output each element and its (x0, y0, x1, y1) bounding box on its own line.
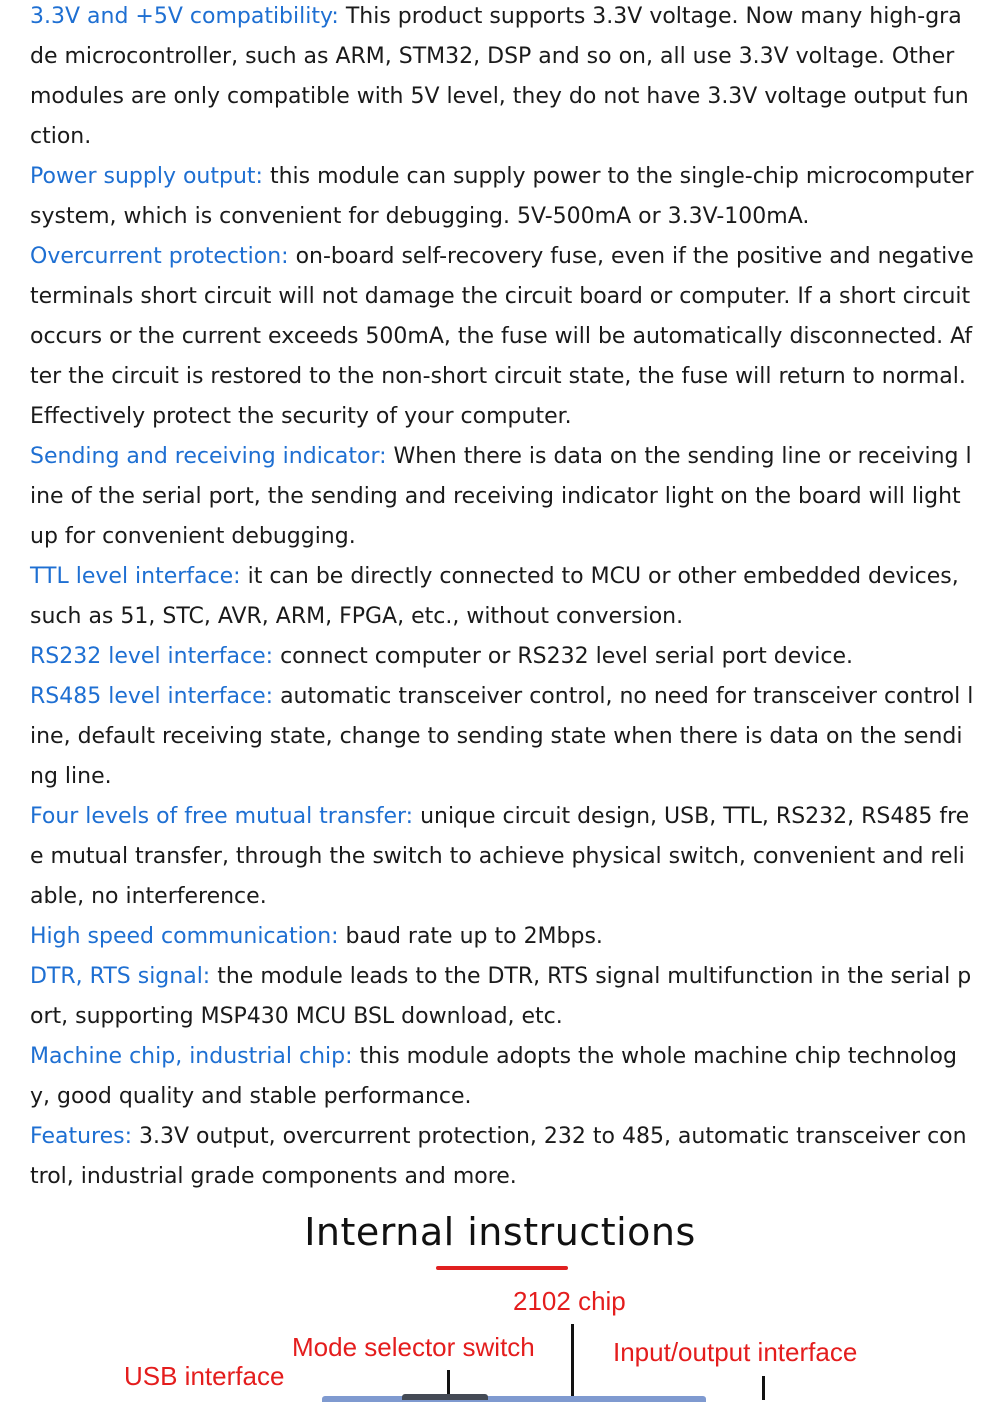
paragraph-features (30, 1117, 975, 1197)
feature-text: When there is data on the sending line or receiving line of the serial port, the sending and receiving indicator light on the board will light up for convenient debugging. (30, 444, 972, 549)
callout-line-io-interface (762, 1376, 765, 1400)
paragraph-rs232 (30, 637, 975, 677)
feature-text: the module leads to the DTR, RTS signal multifunction in the serial port, supporting MSP430 MCU BSL download, etc. (30, 964, 972, 1029)
feature-label: Overcurrent protection: (30, 244, 289, 269)
heading-underline (436, 1266, 568, 1270)
feature-label: Machine chip, industrial chip: (30, 1044, 353, 1069)
circuit-board-edge (322, 1396, 706, 1402)
feature-label: Features: (30, 1124, 133, 1149)
paragraph-high-speed (30, 917, 975, 957)
feature-text: connect computer or RS232 level serial port device. (273, 644, 853, 669)
section-heading: Internal instructions (304, 1210, 696, 1254)
feature-label: TTL level interface: (30, 564, 241, 589)
callout-line-chip (571, 1324, 574, 1400)
feature-label: RS485 level interface: (30, 684, 274, 709)
paragraph-machine-chip (30, 1037, 975, 1117)
feature-text: on-board self-recovery fuse, even if the positive and negative terminals short circuit will not damage the circuit board or computer. If a short circuit occurs or the current exceeds 500mA, the fuse will be automatically disconnected. After the circuit is restored to the non-short circuit state, the fuse will return to normal. Effectively protect the security of your computer. (30, 244, 974, 429)
feature-label: Four levels of free mutual transfer: (30, 804, 414, 829)
feature-label: Power supply output: (30, 164, 263, 189)
feature-text: it can be directly connected to MCU or other embedded devices, such as 51, STC, AVR, ARM, FPGA, etc., without conversion. (30, 564, 959, 629)
callout-io-interface: Input/output interface (613, 1337, 858, 1367)
paragraph-indicator (30, 437, 975, 557)
paragraph-mutual-transfer (30, 797, 975, 917)
feature-label: Sending and receiving indicator: (30, 444, 387, 469)
paragraph-compatibility (30, 0, 975, 157)
feature-text: This product supports 3.3V voltage. Now many high-grade microcontroller, such as ARM, STM32, DSP and so on, all use 3.3V voltage. Other modules are only compatible with 5V level, they do not have 3.3V voltage output function. (30, 4, 969, 149)
paragraph-rs485 (30, 677, 975, 797)
feature-text: this module can supply power to the single-chip microcomputer system, which is convenient for debugging. 5V-500mA or 3.3V-100mA. (30, 164, 974, 229)
feature-text: baud rate up to 2Mbps. (338, 924, 603, 949)
feature-list (30, 0, 975, 1197)
callout-chip: 2102 chip (513, 1286, 626, 1316)
feature-text: 3.3V output, overcurrent protection, 232 to 485, automatic transceiver control, industrial grade components and more. (30, 1124, 967, 1189)
feature-label: 3.3V and +5V compatibility: (30, 4, 339, 29)
paragraph-dtr-rts (30, 957, 975, 1037)
paragraph-overcurrent (30, 237, 975, 437)
callout-mode-switch: Mode selector switch (292, 1332, 535, 1362)
feature-label: DTR, RTS signal: (30, 964, 211, 989)
feature-label: RS232 level interface: (30, 644, 274, 669)
board-connector (402, 1394, 488, 1400)
feature-label: High speed communication: (30, 924, 339, 949)
paragraph-power-supply (30, 157, 975, 237)
feature-text: this module adopts the whole machine chip technology, good quality and stable performance. (30, 1044, 957, 1109)
callout-usb-interface: USB interface (124, 1361, 285, 1391)
feature-text: unique circuit design, USB, TTL, RS232, RS485 free mutual transfer, through the switch to achieve physical switch, convenient and reliable, no interference. (30, 804, 970, 909)
paragraph-ttl (30, 557, 975, 637)
feature-text: automatic transceiver control, no need for transceiver control line, default receiving state, change to sending state when there is data on the sending line. (30, 684, 974, 789)
